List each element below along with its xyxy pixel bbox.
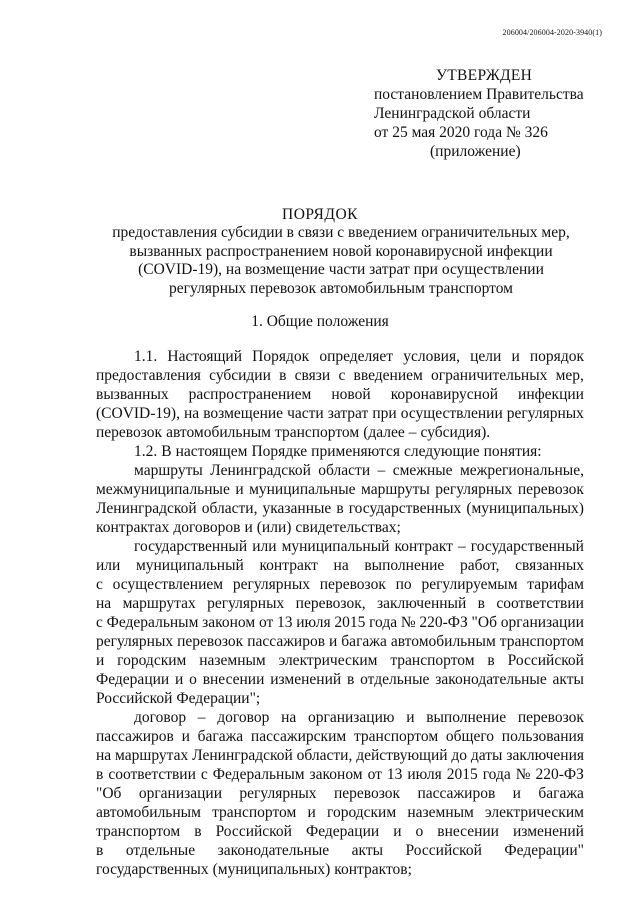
body-word: общего <box>445 728 495 745</box>
body-word: отдельные <box>125 842 196 859</box>
body-word: понятия: <box>483 443 542 460</box>
body-word: с <box>96 576 103 593</box>
body-word: июля <box>407 766 442 783</box>
body-word: области, <box>296 747 353 764</box>
body-word: "Об <box>96 785 122 802</box>
body-word: № <box>515 766 531 783</box>
body-word: 13 <box>277 614 293 631</box>
body-word: маршруты <box>361 481 430 498</box>
approval-line: от 25 мая 2020 года № 326 <box>374 124 548 141</box>
body-word: 2015 <box>446 766 478 783</box>
body-word: Настоящий <box>167 348 243 365</box>
body-line <box>96 385 584 404</box>
subtitle-line: вызванных распространением новой коронавирусной инфекции <box>129 242 553 260</box>
body-word: Федеральным <box>106 614 199 631</box>
body-word: в <box>336 500 344 517</box>
body-word: коронавирусной <box>390 386 498 403</box>
body-word: с <box>338 367 346 384</box>
body-word: законом <box>309 766 363 783</box>
body-line <box>96 404 584 423</box>
body-word: предоставления <box>96 367 201 384</box>
body-word: с <box>200 766 208 783</box>
body-word: государственный <box>470 538 584 555</box>
body-word: отдельные <box>360 671 430 688</box>
body-line <box>96 518 584 537</box>
body-word: выполнение <box>426 709 507 726</box>
body-word: № <box>400 614 416 631</box>
approval-stamp-block <box>374 66 614 161</box>
body-word: Ленинградской <box>210 462 311 479</box>
body-word: на <box>96 595 112 612</box>
body-word: в <box>487 652 495 669</box>
body-word: и <box>511 348 520 365</box>
body-word: определяет <box>319 348 394 365</box>
body-word: – <box>197 709 206 726</box>
section-heading: 1. Общие положения <box>251 313 389 330</box>
body-word: государственный <box>134 538 248 555</box>
body-line <box>96 480 584 499</box>
body-word: от <box>367 766 382 783</box>
body-word: (далее <box>363 424 405 441</box>
body-word: (или) <box>256 519 292 536</box>
body-word: и <box>235 481 244 498</box>
body-word: 220-ФЗ <box>535 766 584 783</box>
body-word: следующие <box>403 443 480 460</box>
body-word: договоров <box>173 519 241 536</box>
body-word: контракт <box>394 538 453 555</box>
body-word: связи <box>294 367 331 384</box>
document-title: ПОРЯДОК <box>282 206 358 223</box>
body-word: контрактах <box>96 519 170 536</box>
body-word: заключения <box>506 747 584 764</box>
subtitle-line: регулярных перевозок автомобильным транспортом <box>169 279 513 297</box>
body-word: Федерации" <box>504 842 584 859</box>
body-word: Порядок <box>252 348 310 365</box>
body-word: внесении <box>437 823 499 840</box>
approval-line: Ленинградской области <box>374 105 531 122</box>
body-word: Российской <box>215 823 292 840</box>
body-word: и <box>329 633 338 650</box>
body-word: государственных <box>348 500 462 517</box>
body-word: пассажиров <box>96 728 174 745</box>
body-line <box>96 347 584 366</box>
body-word: перевозок <box>177 633 244 650</box>
body-word: перевозок <box>319 576 386 593</box>
body-word: вызванных <box>96 386 169 403</box>
body-word: Российской <box>405 842 482 859</box>
body-word: – <box>408 424 417 441</box>
body-word: и <box>96 652 105 669</box>
body-line <box>96 860 584 879</box>
body-word: 2015 <box>334 614 366 631</box>
body-word: – <box>377 462 386 479</box>
body-word: – <box>458 538 466 555</box>
body-word: свидетельствах; <box>295 519 401 536</box>
body-word: и <box>307 804 316 821</box>
body-line <box>96 594 584 613</box>
body-word: маршрутах <box>115 747 189 764</box>
body-line <box>96 784 584 803</box>
body-word: транспортом <box>353 728 439 745</box>
body-word: багажа <box>341 633 387 650</box>
body-word: электрическим <box>485 804 584 821</box>
body-line <box>96 841 584 860</box>
body-word: в <box>346 671 355 688</box>
body-word: городским <box>326 804 397 821</box>
body-word: пассажиров <box>247 633 326 650</box>
body-word: с <box>96 614 103 631</box>
body-word: городским <box>117 652 187 669</box>
body-word: (муниципальных) <box>466 500 584 517</box>
body-line <box>96 461 584 480</box>
body-word: муниципальный <box>135 557 244 574</box>
body-line <box>96 537 584 556</box>
body-word: изменений <box>513 823 584 840</box>
body-word: части <box>287 405 324 422</box>
body-line <box>96 651 584 670</box>
body-word: договор <box>134 709 187 726</box>
body-word: транспортом <box>499 633 584 650</box>
document-id: 206004/206004-2020-3940(1) <box>502 28 602 37</box>
body-word: изменений <box>270 671 342 688</box>
body-word: багажа <box>538 785 584 802</box>
body-word: Ленинградской <box>96 500 197 517</box>
body-line <box>96 822 584 841</box>
body-word: маршруты <box>134 462 203 479</box>
body-word: соответствии <box>496 595 584 612</box>
body-word: контрактов; <box>334 861 412 878</box>
body-line <box>96 442 584 461</box>
body-word: в <box>477 595 485 612</box>
body-word: внесении <box>202 671 265 688</box>
body-word: введением <box>353 367 423 384</box>
body-word: распространением <box>188 386 312 403</box>
body-word: перевозок <box>517 481 584 498</box>
body-word: осуществлением <box>112 576 224 593</box>
body-word: на <box>333 557 349 574</box>
body-word: на <box>281 709 297 726</box>
body-word: Федеральным <box>212 766 305 783</box>
body-word: регулируемым <box>421 576 518 593</box>
body-word: субсидия). <box>420 424 491 441</box>
body-line <box>96 746 584 765</box>
body-word: области <box>318 462 371 479</box>
body-word: и <box>175 671 184 688</box>
body-word: регулярных <box>435 481 513 498</box>
body-word: контракт <box>259 557 318 574</box>
approval-line: (приложение) <box>430 143 521 160</box>
body-word: работ, <box>459 557 500 574</box>
body-word: и <box>406 709 415 726</box>
subtitle-line: предоставления субсидии в связи с введением ограничительных мер, <box>112 224 570 241</box>
body-word: электрическим <box>278 652 378 669</box>
body-word: межрегиональные, <box>459 462 584 479</box>
body-word: 1.1. <box>134 348 158 365</box>
body-word: "Об <box>471 614 497 631</box>
body-word: настоящем <box>175 443 248 460</box>
body-word: в <box>96 766 104 783</box>
body-word: указанные <box>262 500 332 517</box>
body-word: государственных <box>96 861 209 878</box>
body-word: законодательные <box>217 842 330 859</box>
body-line <box>96 689 584 708</box>
body-word: года <box>482 766 511 783</box>
body-word: регулярных <box>239 785 317 802</box>
body-word: муниципальные <box>249 481 356 498</box>
body-word: области, <box>201 500 258 517</box>
body-word: муниципальный <box>281 538 390 555</box>
body-word: Российской <box>96 690 173 707</box>
body-word: Федерации <box>305 823 380 840</box>
body-line <box>96 499 584 518</box>
body-line <box>96 556 584 575</box>
body-word: организации <box>500 614 584 631</box>
body-line <box>96 670 584 689</box>
body-word: В <box>161 443 172 460</box>
body-word: субсидии <box>209 367 271 384</box>
body-word: автомобильным <box>166 424 271 441</box>
body-word: акты <box>552 671 584 688</box>
body-word: ограничительных <box>431 367 548 384</box>
body-line <box>96 708 584 727</box>
body-word: или <box>96 557 121 574</box>
body-word: в <box>279 367 287 384</box>
body-word: транспортом <box>390 652 475 669</box>
body-word: акты <box>351 842 384 859</box>
body-word: законом <box>202 614 256 631</box>
body-word: в <box>96 842 104 859</box>
body-word: по <box>395 576 412 593</box>
body-word: инфекции <box>518 386 584 403</box>
body-word: или <box>252 538 277 555</box>
body-line <box>96 366 584 385</box>
body-word: возмещение <box>203 405 284 422</box>
body-word: тарифам <box>527 576 584 593</box>
body-word: в <box>194 823 202 840</box>
body-word: о <box>415 823 424 840</box>
body-word: перевозок <box>333 785 401 802</box>
body-word: 220-ФЗ <box>419 614 468 631</box>
body-word: осуществлении <box>400 405 503 422</box>
body-word: заключенный <box>377 595 467 612</box>
body-word: багажа <box>197 728 244 745</box>
approval-line: постановлением Правительства <box>374 86 584 103</box>
body-word: Ленинградской <box>192 747 293 764</box>
body-word: (COVID-19), <box>96 405 180 422</box>
body-word: условия, <box>403 348 460 365</box>
body-word: применяются <box>311 443 400 460</box>
body-word: цели <box>470 348 502 365</box>
body-word: от <box>258 614 274 631</box>
body-word: организации <box>138 785 223 802</box>
body-word: на <box>183 405 200 422</box>
body-line <box>96 803 584 822</box>
body-word: транспортом <box>96 823 181 840</box>
body-word: новой <box>331 386 371 403</box>
body-line <box>96 423 584 442</box>
body-word: 1.2. <box>134 443 158 460</box>
approval-title: УТВЕРЖДЕН <box>436 67 533 84</box>
body-word: смежные <box>392 462 453 479</box>
body-word: при <box>372 405 397 422</box>
body-word: года <box>369 614 398 631</box>
body-word: организацию <box>307 709 395 726</box>
subtitle-line: (COVID-19), на возмещение части затрат при осуществлении <box>138 261 544 278</box>
body-word: порядок <box>529 348 584 365</box>
body-word: перевозок <box>96 424 163 441</box>
body-line <box>96 727 584 746</box>
body-word: Федерации"; <box>176 690 261 707</box>
body-word: перевозок, <box>295 595 366 612</box>
body-word: до <box>451 747 468 764</box>
body-word: действующий <box>356 747 448 764</box>
body-word: перевозок <box>517 709 584 726</box>
body-word: наземным <box>407 804 474 821</box>
body-word: автомобильным <box>390 633 496 650</box>
body-word: Федерации <box>96 671 170 688</box>
body-line <box>96 613 584 632</box>
body-word: о <box>189 671 197 688</box>
body-word: транспортом <box>275 424 360 441</box>
body-word: пассажиров <box>417 785 496 802</box>
body-word: и <box>393 823 402 840</box>
body-line <box>96 765 584 784</box>
document-body <box>96 347 584 879</box>
body-word: июля <box>296 614 331 631</box>
body-word: договор <box>217 709 270 726</box>
body-word: пассажирским <box>250 728 347 745</box>
body-word: маршрутах <box>122 595 196 612</box>
body-word: транспортом <box>212 804 297 821</box>
body-word: межмуниципальные <box>96 481 230 498</box>
body-word: 13 <box>386 766 403 783</box>
body-word: связанных <box>515 557 584 574</box>
body-word: соответствии <box>108 766 196 783</box>
body-word: Порядке <box>251 443 308 460</box>
body-word: пользования <box>501 728 584 745</box>
body-word: регулярных <box>207 595 285 612</box>
body-word: затрат <box>327 405 369 422</box>
body-line <box>96 632 584 651</box>
body-word: регулярных <box>506 405 584 422</box>
body-word: даты <box>470 747 503 764</box>
document-subtitle <box>96 224 586 298</box>
body-word: (муниципальных) <box>212 861 331 878</box>
body-word: законодательные <box>435 671 547 688</box>
body-word: и <box>512 785 521 802</box>
body-word: на <box>96 747 112 764</box>
body-word: мер, <box>555 367 584 384</box>
body-word: автомобильным <box>96 804 201 821</box>
body-word: наземным <box>199 652 266 669</box>
body-word: выполнение <box>364 557 445 574</box>
body-word: и <box>244 519 253 536</box>
body-word: Российской <box>507 652 584 669</box>
body-line <box>96 575 584 594</box>
body-word: регулярных <box>96 633 174 650</box>
body-word: и <box>181 728 190 745</box>
body-word: регулярных <box>232 576 310 593</box>
